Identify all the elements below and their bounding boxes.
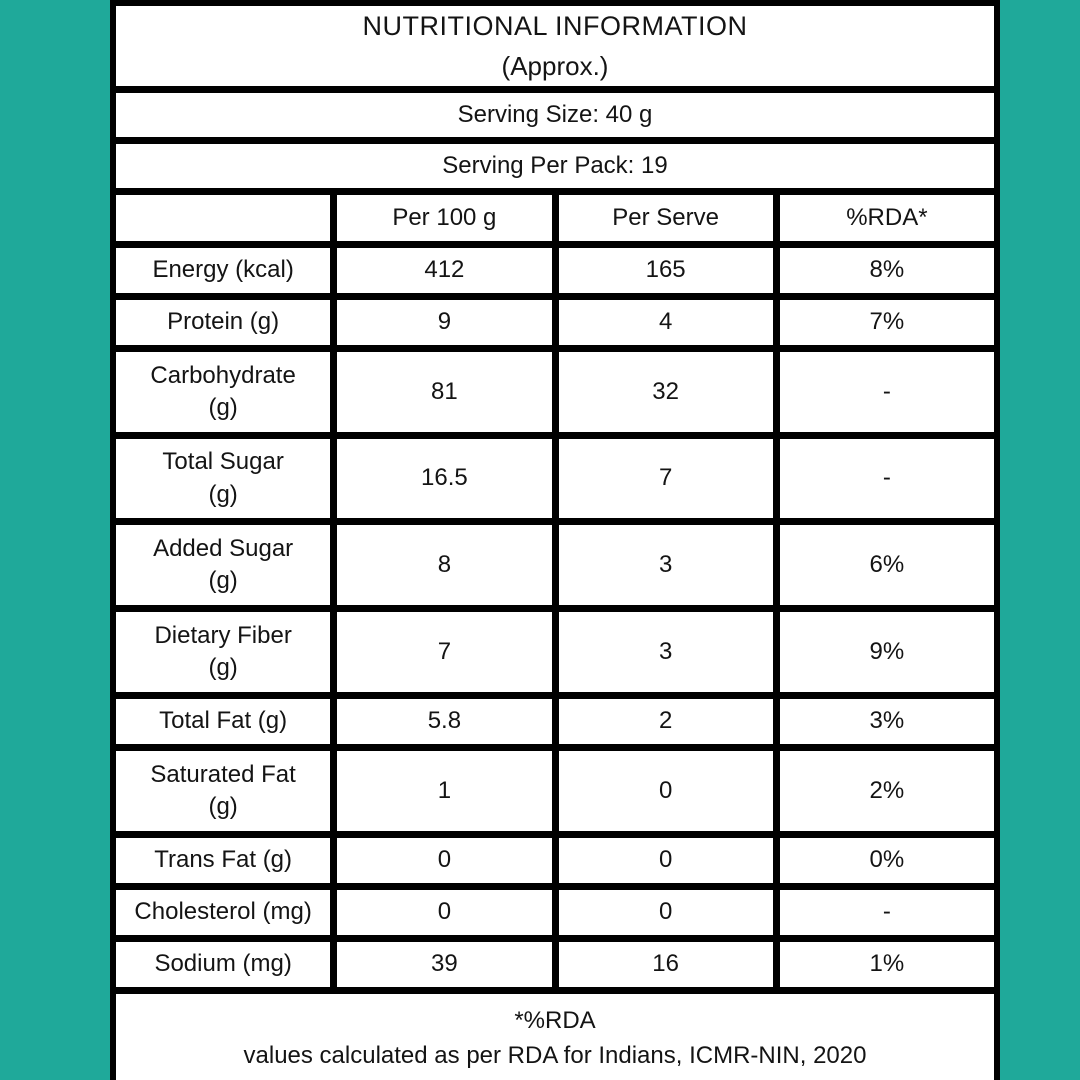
row-label-text: Total Sugar xyxy=(162,448,284,476)
column-header-rda xyxy=(780,195,994,241)
value-text: 5.8 xyxy=(427,707,462,735)
value-text: 0 xyxy=(437,846,452,874)
row-label-text: Protein (g) xyxy=(167,308,280,336)
row-added-sugar-per-100g xyxy=(337,525,551,605)
value-text: 32 xyxy=(652,377,679,405)
serving-size-cell xyxy=(116,93,994,137)
row-label-unit: (g) xyxy=(208,394,238,421)
value-text: 412 xyxy=(424,256,465,284)
row-label-text: Cholesterol (mg) xyxy=(134,898,312,926)
row-label-unit: (g) xyxy=(208,793,238,820)
value-text: 9% xyxy=(869,637,905,665)
row-label-unit: (g) xyxy=(208,654,238,681)
row-total-fat-rda xyxy=(780,699,994,744)
row-label-text: Dietary Fiber xyxy=(154,621,292,649)
value-text: 16.5 xyxy=(421,464,468,492)
title-cell xyxy=(116,6,994,86)
value-text: 9 xyxy=(437,308,452,336)
value-text: 0 xyxy=(658,846,673,874)
row-label-dietary-fiber xyxy=(116,612,330,692)
value-text: 0 xyxy=(437,898,452,926)
column-header-per-100g-text: Per 100 g xyxy=(392,203,497,231)
value-text: 8% xyxy=(869,256,905,284)
value-text: 16 xyxy=(652,950,679,978)
row-sodium-per-100g xyxy=(337,942,551,987)
row-saturated-fat-rda xyxy=(780,751,994,831)
row-sodium-rda xyxy=(780,942,994,987)
value-text: 6% xyxy=(869,550,905,578)
row-added-sugar-rda xyxy=(780,525,994,605)
row-sodium-per-serve xyxy=(559,942,773,987)
row-label-total-fat xyxy=(116,699,330,744)
column-header-rda-text: %RDA* xyxy=(846,203,928,231)
value-text: - xyxy=(882,464,891,492)
row-dietary-fiber-per-100g xyxy=(337,612,551,692)
row-energy-rda xyxy=(780,248,994,293)
value-text: 7 xyxy=(658,464,673,492)
row-added-sugar-per-serve xyxy=(559,525,773,605)
column-header-per-100g xyxy=(337,195,551,241)
row-label-unit: (g) xyxy=(208,567,238,594)
row-label-text: Carbohydrate xyxy=(150,361,296,389)
value-text: 2 xyxy=(658,707,673,735)
serving-per-pack-text: Serving Per Pack: 19 xyxy=(442,151,668,179)
footnote-rda: *%RDA xyxy=(514,1007,596,1034)
row-label-carbohydrate xyxy=(116,352,330,432)
row-saturated-fat-per-100g xyxy=(337,751,551,831)
row-trans-fat-per-serve xyxy=(559,838,773,883)
value-text: 1 xyxy=(437,776,452,804)
value-text: 0 xyxy=(658,898,673,926)
value-text: 3% xyxy=(869,707,905,735)
value-text: 4 xyxy=(658,308,673,336)
table-title: NUTRITIONAL INFORMATION xyxy=(362,11,748,42)
row-cholesterol-per-100g xyxy=(337,890,551,935)
value-text: - xyxy=(882,898,891,926)
row-total-fat-per-100g xyxy=(337,699,551,744)
row-total-fat-per-serve xyxy=(559,699,773,744)
row-trans-fat-rda xyxy=(780,838,994,883)
value-text: 2% xyxy=(869,776,905,804)
row-cholesterol-per-serve xyxy=(559,890,773,935)
row-carbohydrate-per-serve xyxy=(559,352,773,432)
row-label-text: Trans Fat (g) xyxy=(154,846,293,874)
row-label-cholesterol xyxy=(116,890,330,935)
row-label-text: Total Fat (g) xyxy=(159,707,288,735)
row-energy-per-100g xyxy=(337,248,551,293)
row-label-unit: (g) xyxy=(208,480,238,508)
row-total-sugar-per-100g xyxy=(337,439,551,518)
row-label-trans-fat xyxy=(116,838,330,883)
column-header-per-serve xyxy=(559,195,773,241)
row-dietary-fiber-rda xyxy=(780,612,994,692)
value-text: 7 xyxy=(437,637,452,665)
row-label-total-sugar xyxy=(116,439,330,518)
table-subtitle: (Approx.) xyxy=(501,50,609,81)
row-dietary-fiber-per-serve xyxy=(559,612,773,692)
serving-per-pack-cell xyxy=(116,144,994,188)
row-cholesterol-rda xyxy=(780,890,994,935)
row-carbohydrate-per-100g xyxy=(337,352,551,432)
row-label-energy xyxy=(116,248,330,293)
row-label-protein xyxy=(116,300,330,345)
row-label-text: Sodium (mg) xyxy=(154,950,292,978)
value-text: 39 xyxy=(431,950,458,978)
row-saturated-fat-per-serve xyxy=(559,751,773,831)
row-carbohydrate-rda xyxy=(780,352,994,432)
row-energy-per-serve xyxy=(559,248,773,293)
value-text: 3 xyxy=(658,550,673,578)
row-label-sodium xyxy=(116,942,330,987)
row-label-text: Saturated Fat xyxy=(150,760,296,788)
nutrition-facts-table xyxy=(110,0,1000,1080)
value-text: 1% xyxy=(869,950,905,978)
value-text: 0 xyxy=(658,776,673,804)
value-text: 165 xyxy=(645,256,686,284)
column-header-empty xyxy=(116,195,330,241)
row-label-added-sugar xyxy=(116,525,330,605)
row-protein-rda xyxy=(780,300,994,345)
value-text: 0% xyxy=(869,846,905,874)
row-trans-fat-per-100g xyxy=(337,838,551,883)
value-text: 3 xyxy=(658,637,673,665)
row-label-text: Energy (kcal) xyxy=(152,256,294,284)
value-text: - xyxy=(882,377,891,405)
row-protein-per-serve xyxy=(559,300,773,345)
value-text: 8 xyxy=(437,550,452,578)
row-total-sugar-per-serve xyxy=(559,439,773,518)
footnote-cell xyxy=(116,994,994,1080)
row-label-saturated-fat xyxy=(116,751,330,831)
serving-size-text: Serving Size: 40 g xyxy=(457,100,653,128)
row-label-text: Added Sugar xyxy=(153,534,294,562)
value-text: 7% xyxy=(869,308,905,336)
row-total-sugar-rda xyxy=(780,439,994,518)
column-header-per-serve-text: Per Serve xyxy=(612,203,719,231)
footnote-source: values calculated as per RDA for Indians, ICMR-NIN, 2020 xyxy=(243,1041,867,1069)
value-text: 81 xyxy=(431,377,458,405)
row-protein-per-100g xyxy=(337,300,551,345)
